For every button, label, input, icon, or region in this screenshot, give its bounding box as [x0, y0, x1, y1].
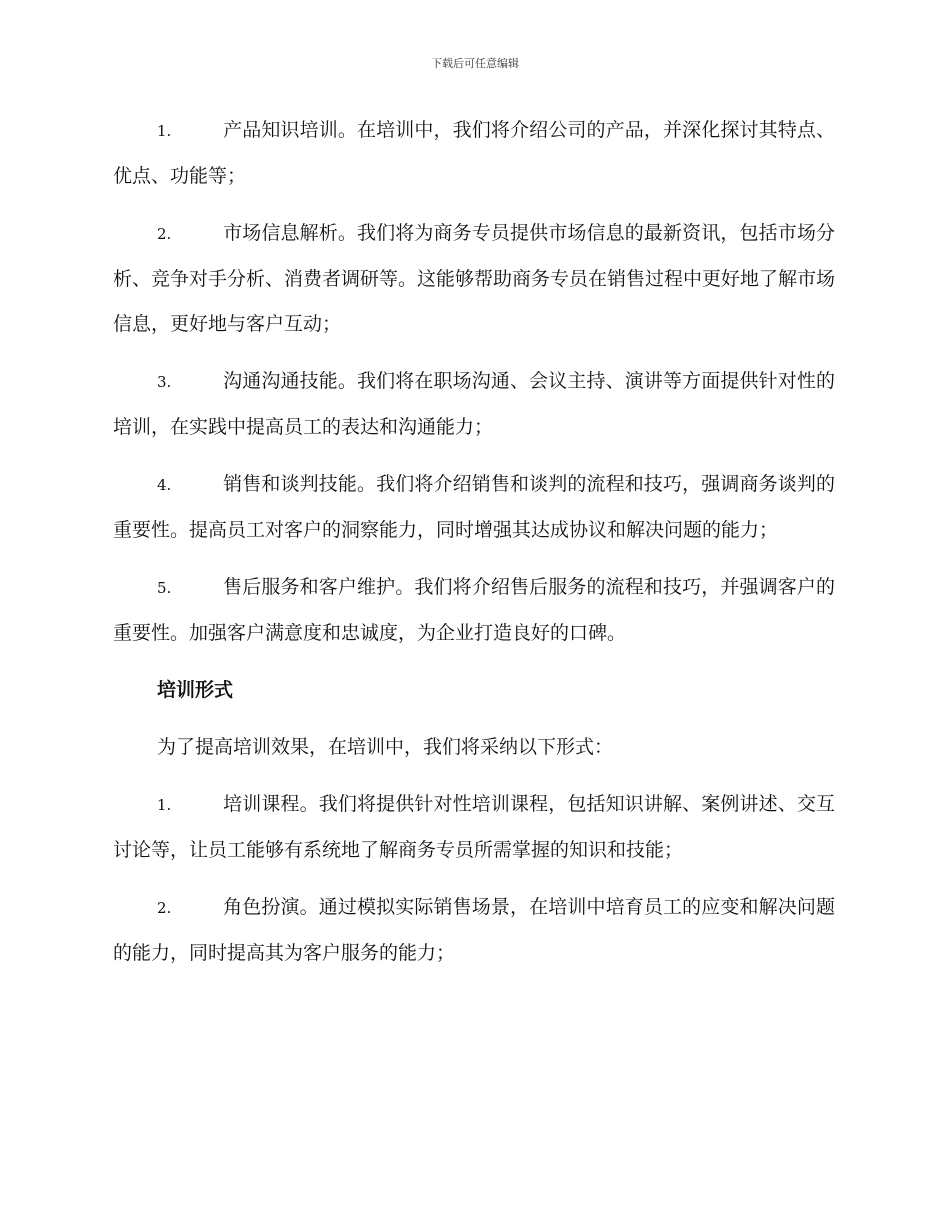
section-heading: 培训形式 [157, 679, 234, 701]
list-item-text: 角色扮演。通过模拟实际销售场景，在培训中培育员工的应变和解决问题的能力，同时提高其为客户服务的能力； [113, 896, 835, 964]
list-item [113, 782, 835, 873]
list-item-text: 产品知识培训。在培训中，我们将介绍公司的产品，并深化探讨其特点、优点、功能等； [113, 119, 835, 187]
list-item-number: 3. [157, 373, 172, 391]
section-intro: 为了提高培训效果，在培训中，我们将采纳以下形式： [157, 736, 614, 758]
list-item-text: 售后服务和客户维护。我们将介绍售后服务的流程和技巧，并强调客户的重要性。加强客户满意度和忠诚度，为企业打造良好的口碑。 [113, 576, 835, 644]
list-item-number: 2. [157, 225, 172, 243]
list-item-text: 销售和谈判技能。我们将介绍销售和谈判的流程和技巧，强调商务谈判的重要性。提高员工对客户的洞察能力，同时增强其达成协议和解决问题的能力； [113, 473, 835, 541]
list-item-number: 4. [157, 476, 172, 494]
list-item [113, 885, 835, 976]
list-item [113, 108, 835, 199]
list-item-number: 1. [157, 796, 172, 814]
list-item [113, 462, 835, 553]
list-item-text: 培训课程。我们将提供针对性培训课程，包括知识讲解、案例讲述、交互讨论等，让员工能够有系统地了解商务专员所需掌握的知识和技能； [113, 793, 835, 861]
list-item-text: 沟通沟通技能。我们将在职场沟通、会议主持、演讲等方面提供针对性的培训，在实践中提高员工的表达和沟通能力； [113, 370, 835, 438]
list-item [113, 359, 835, 450]
list-item [113, 211, 835, 347]
document-body [113, 108, 835, 988]
list-item-text: 市场信息解析。我们将为商务专员提供市场信息的最新资讯，包括市场分析、竞争对手分析、消费者调研等。这能够帮助商务专员在销售过程中更好地了解市场信息，更好地与客户互动； [113, 222, 836, 335]
list-item-number: 1. [157, 122, 172, 140]
page-header-note: 下载后可任意编辑 [431, 57, 519, 70]
list-item-number: 5. [157, 579, 172, 597]
list-item [113, 565, 835, 656]
list-item-number: 2. [157, 899, 172, 917]
